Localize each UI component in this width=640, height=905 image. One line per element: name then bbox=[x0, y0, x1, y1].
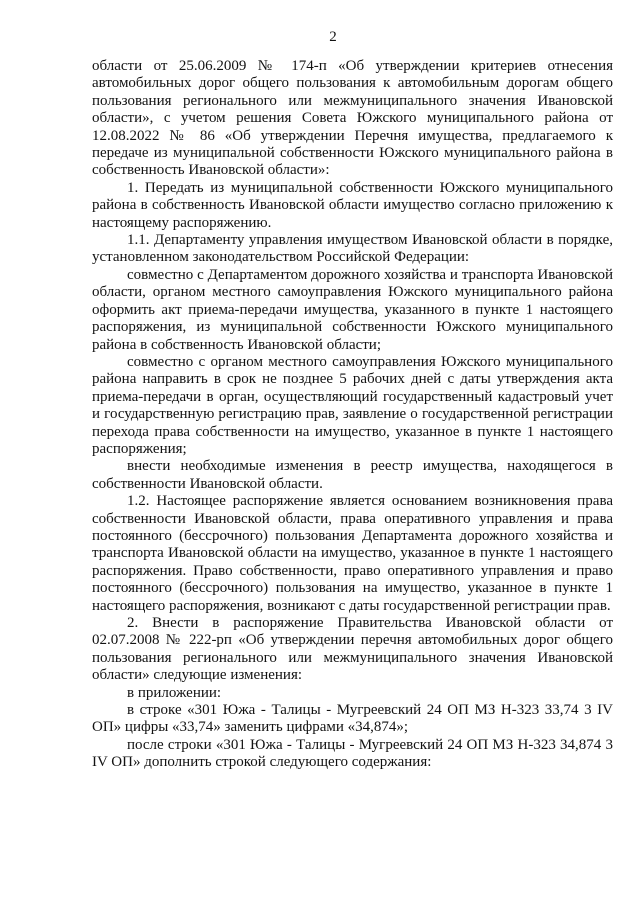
paragraph: после строки «301 Южа - Талицы - Мугреевский 24 ОП МЗ Н-323 34,874 3 IV ОП» дополнить строкой следующего содержания: bbox=[92, 736, 613, 771]
page-number: 2 bbox=[329, 29, 337, 45]
paragraph: совместно с органом местного самоуправления Южского муниципального района направить в срок не позднее 5 рабочих дней с даты утверждения акта приема-передачи в орган, осуществляющий государственный кадастровый учет и государственную регистрацию прав, заявление о государственной регистрации перехода права собственности на имущество, указанное в пункте 1 настоящего распоряжения; bbox=[92, 353, 613, 457]
paragraph: совместно с Департаментом дорожного хозяйства и транспорта Ивановской области, органом местного самоуправления Южского муниципального района оформить акт приема-передачи имущества, указанного в пункте 1 настоящего распоряжения, из муниципальной собственности Южского муниципального района в собственность Ивановской области; bbox=[92, 266, 613, 353]
paragraph: 2. Внести в распоряжение Правительства Ивановской области от 02.07.2008 № 222-рп «Об утверждении перечня автомобильных дорог общего пользования регионального или межмуниципального значения Ивановской области» следующие изменения: bbox=[92, 615, 613, 684]
document-body bbox=[92, 58, 613, 772]
paragraph: 1.1. Департаменту управления имуществом Ивановской области в порядке, установленном законодательством Российской Федерации: bbox=[92, 232, 613, 266]
paragraph: 1.2. Настоящее распоряжение является основанием возникновения права собственности Ивановской области, права оперативного управления и права постоянного (бессрочного) пользования Департамента дорожного хозяйства и транспорта Ивановской области на имущество, указанное в пункте 1 настоящего распоряжения. Право собственности, право оперативного управления и право постоянного (бессрочного) пользования на имущество, указанное в пункте 1 настоящего распоряжения, возникают с даты государственной регистрации прав. bbox=[92, 493, 613, 614]
paragraph: в приложении: bbox=[127, 684, 222, 701]
paragraph: области от 25.06.2009 № 174-п «Об утверждении критериев отнесения автомобильных дорог общего пользования к автомобильным дорогам общего пользования регионального или межмуниципального значения Ивановской области», с учетом решения Совета Южского муниципального района от 12.08.2022 № 86 «Об утверждении Перечня имущества, предлагаемого к передаче из муниципальной собственности Южского муниципального района в собственность Ивановской области»: bbox=[92, 58, 613, 179]
paragraph: 1. Передать из муниципальной собственности Южского муниципального района в собственность Ивановской области имущество согласно приложению к настоящему распоряжению. bbox=[92, 179, 613, 231]
paragraph: в строке «301 Южа - Талицы - Мугреевский 24 ОП МЗ Н-323 33,74 3 IV ОП» цифры «33,74» заменить цифрами «34,874»; bbox=[92, 702, 613, 736]
paragraph: внести необходимые изменения в реестр имущества, находящегося в собственности Ивановской области. bbox=[92, 458, 613, 492]
